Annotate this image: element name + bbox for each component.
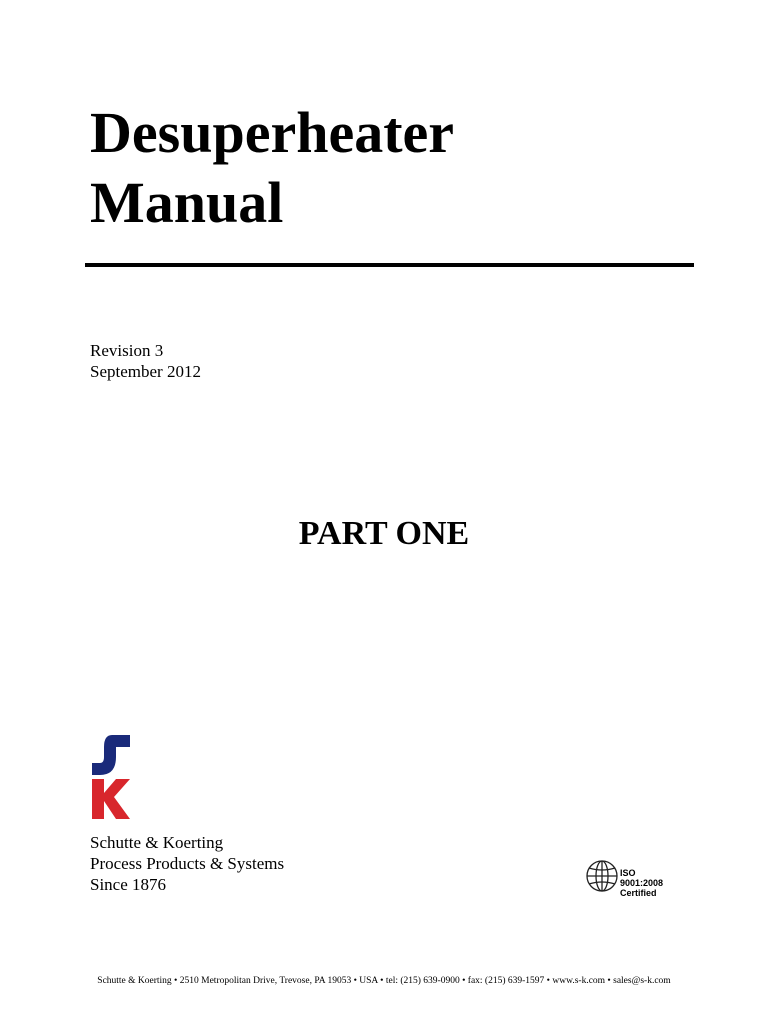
footer-contact: Schutte & Koerting • 2510 Metropolitan Drive, Trevose, PA 19053 • USA • tel: (215) 639-0900 • fax: (215) 639-1597 • www.s-k.com • sales@s-k.com bbox=[97, 976, 671, 986]
iso-line-2: 9001:2008 bbox=[620, 878, 664, 888]
title-line-1: Desuperheater bbox=[90, 100, 455, 165]
sk-logo-s-shape bbox=[92, 735, 130, 775]
company-name: Schutte & Koerting bbox=[90, 833, 224, 852]
sk-logo-k-shape bbox=[92, 779, 130, 819]
company-block bbox=[90, 832, 284, 895]
title-divider bbox=[85, 263, 694, 267]
iso-line-1: ISO bbox=[620, 868, 636, 878]
sk-logo bbox=[90, 735, 132, 819]
title-line-2: Manual bbox=[90, 170, 284, 235]
part-heading: PART ONE bbox=[298, 515, 470, 552]
company-tagline: Process Products & Systems bbox=[90, 854, 285, 873]
revision-date: September 2012 bbox=[90, 362, 201, 381]
iso-line-3: Certified bbox=[620, 888, 657, 898]
iso-certification bbox=[620, 868, 663, 898]
revision-label: Revision 3 bbox=[90, 341, 164, 360]
document-title bbox=[90, 98, 454, 238]
company-since: Since 1876 bbox=[90, 875, 167, 894]
revision-block bbox=[90, 340, 201, 382]
